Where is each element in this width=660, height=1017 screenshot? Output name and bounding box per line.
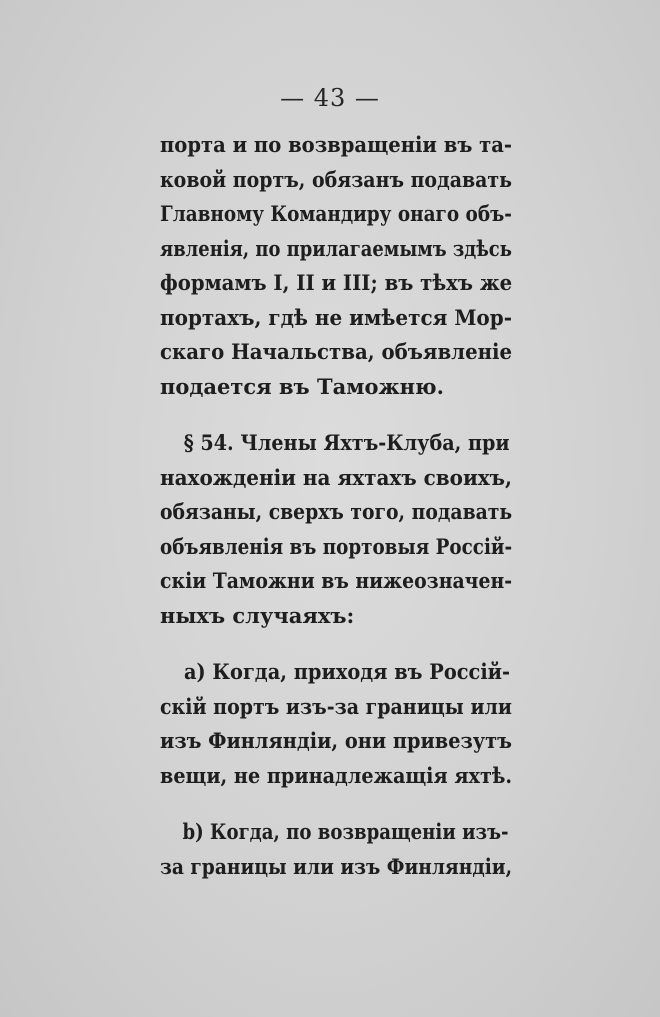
text-line: b) Когда, по возвращеніи изъ-	[182, 819, 509, 844]
paragraph-item-b	[160, 815, 512, 884]
text-line: порта и по возвращеніи въ та-	[160, 132, 513, 157]
paragraph-section-54	[160, 426, 512, 633]
text-line: подается въ Таможню.	[160, 373, 444, 399]
text-line: объявленія въ портовыя Россій-	[160, 533, 513, 559]
text-line: скій портъ изъ-за границы или	[160, 693, 512, 719]
text-line: скіи Таможни въ нижеозначен-	[160, 568, 513, 593]
text-line: портахъ, гдѣ не имѣется Мор-	[160, 304, 513, 330]
text-line: ныхъ случаяхъ:	[160, 602, 355, 628]
text-line: формамъ I, II и III; въ тѣхъ же	[160, 270, 513, 295]
paragraph-item-a	[160, 655, 512, 793]
page-number: — 43 —	[280, 84, 380, 112]
text-line: § 54. Члены Яхтъ-Клуба, при	[183, 430, 510, 455]
text-line: за границы или изъ Финляндіи,	[160, 853, 513, 879]
text-line: нахожденіи на яхтахъ своихъ,	[160, 464, 512, 490]
text-line: Главному Командиру онаго объ-	[160, 201, 512, 226]
text-line: скаго Начальства, объявленіе	[160, 339, 513, 364]
page-body	[160, 128, 512, 884]
text-line: ковой портъ, обязанъ подавать	[160, 166, 512, 192]
text-line: а) Когда, приходя въ Россій-	[183, 659, 511, 684]
text-line: изъ Финляндіи, они привезутъ	[160, 728, 512, 753]
text-line: вещи, не принадлежащія яхтѣ.	[160, 762, 513, 788]
text-line: явленія, по прилагаемымъ здѣсь	[160, 235, 512, 261]
text-line: обязаны, сверхъ того, подавать	[160, 499, 513, 524]
paragraph-1	[160, 128, 512, 404]
